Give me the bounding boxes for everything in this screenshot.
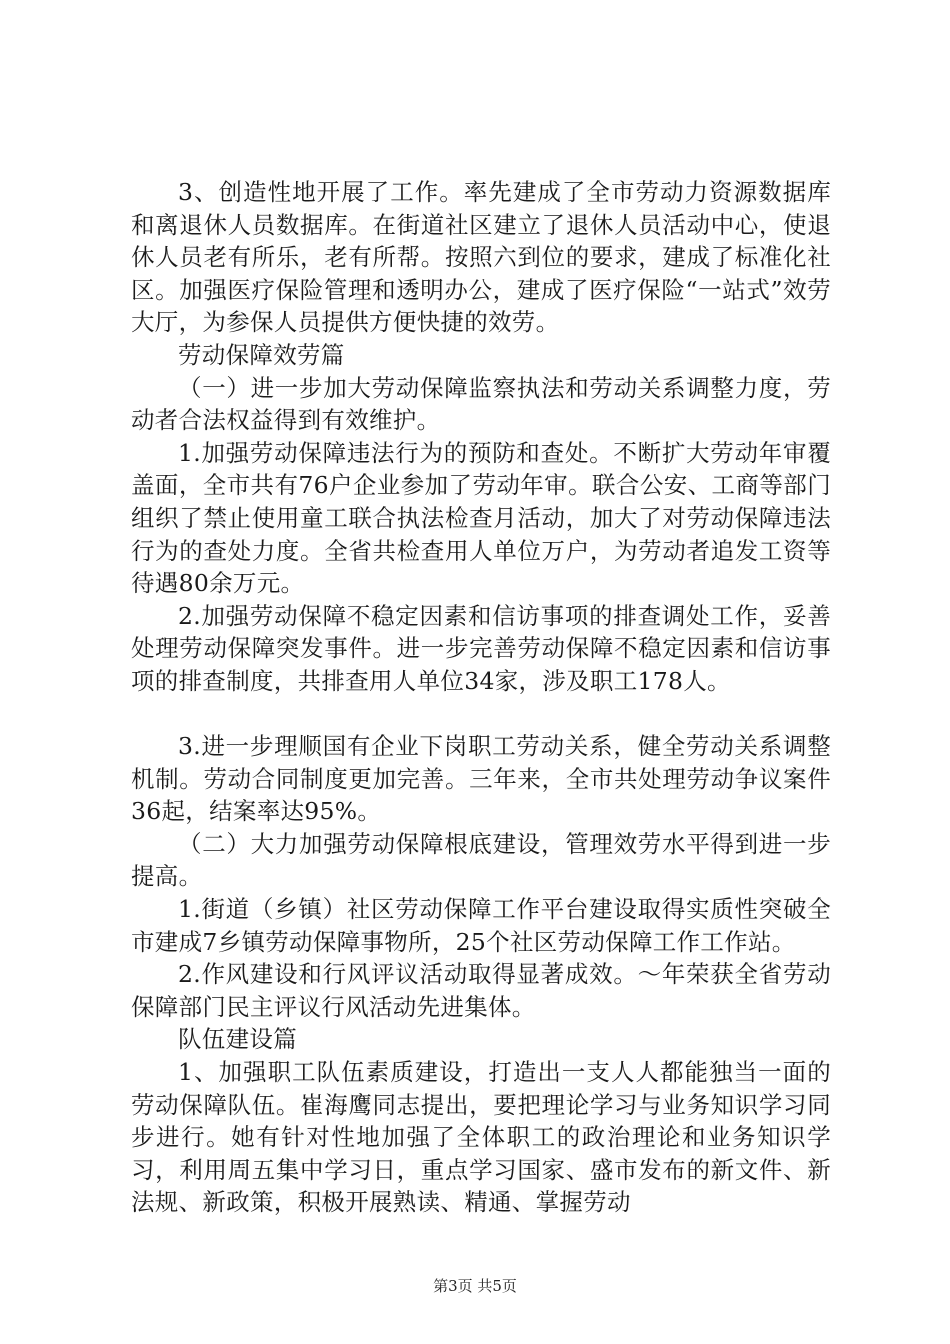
paragraph-style-evaluation: 2.作风建设和行风评议活动取得显著成效。～年荣获全省劳动保障部门民主评议行风活动先进集体。	[131, 960, 831, 1021]
paragraph-gap	[131, 698, 831, 731]
paragraph-labor-relations: 3.进一步理顺国有企业下岗职工劳动关系，健全劳动关系调整机制。劳动合同制度更加完善。三年来，全市共处理劳动争议案件36起，结案率达95%。	[131, 732, 831, 826]
paragraph-supervision-enforcement: （一）进一步加大劳动保障监察执法和劳动关系调整力度，劳动者合法权益得到有效维护。	[131, 373, 831, 435]
paragraph-creative-work: 3、创造性地开展了工作。率先建成了全市劳动力资源数据库和离退休人员数据库。在街道社区建立了退休人员活动中心，使退休人员老有所乐，老有所帮。按照六到位的要求，建成了标准化社区。加强医疗保险管理和透明办公，建成了医疗保险“一站式”效劳大厅，为参保人员提供方便快捷的效劳。	[131, 178, 831, 337]
document-body	[131, 176, 831, 1219]
paragraph-community-platform: 1.街道（乡镇）社区劳动保障工作平台建设取得实质性突破全市建成7乡镇劳动保障事物所，25个社区劳动保障工作工作站。	[131, 895, 831, 956]
page-number-footer: 第3页 共5页	[433, 1277, 517, 1295]
paragraph-foundation-building: （二）大力加强劳动保障根底建设，管理效劳水平得到进一步提高。	[131, 829, 831, 891]
paragraph-staff-quality: 1、加强职工队伍素质建设，打造出一支人人都能独当一面的劳动保障队伍。崔海鹰同志提出，要把理论学习与业务知识学习同步进行。她有针对性地加强了全体职工的政治理论和业务知识学习，利用周五集中学习日，重点学习国家、盛市发布的新文件、新法规、新政策，积极开展熟读、精通、掌握劳动	[131, 1058, 831, 1217]
paragraph-petition-handling: 2.加强劳动保障不稳定因素和信访事项的排查调处工作，妥善处理劳动保障突发事件。进一步完善劳动保障不稳定因素和信访事项的排查制度，共排查用人单位34家，涉及职工178人。	[131, 601, 831, 695]
paragraph-violation-prevention: 1.加强劳动保障违法行为的预防和查处。不断扩大劳动年审覆盖面，全市共有76户企业参加了劳动年审。联合公安、工商等部门组织了禁止使用童工联合执法检查月活动，加大了对劳动保障违法行为的查处力度。全省共检查用人单位万户，为劳动者追发工资等待遇80余万元。	[131, 438, 831, 598]
section-heading-labor-service: 劳动保障效劳篇	[178, 340, 345, 369]
section-heading-team-building: 队伍建设篇	[178, 1025, 297, 1054]
